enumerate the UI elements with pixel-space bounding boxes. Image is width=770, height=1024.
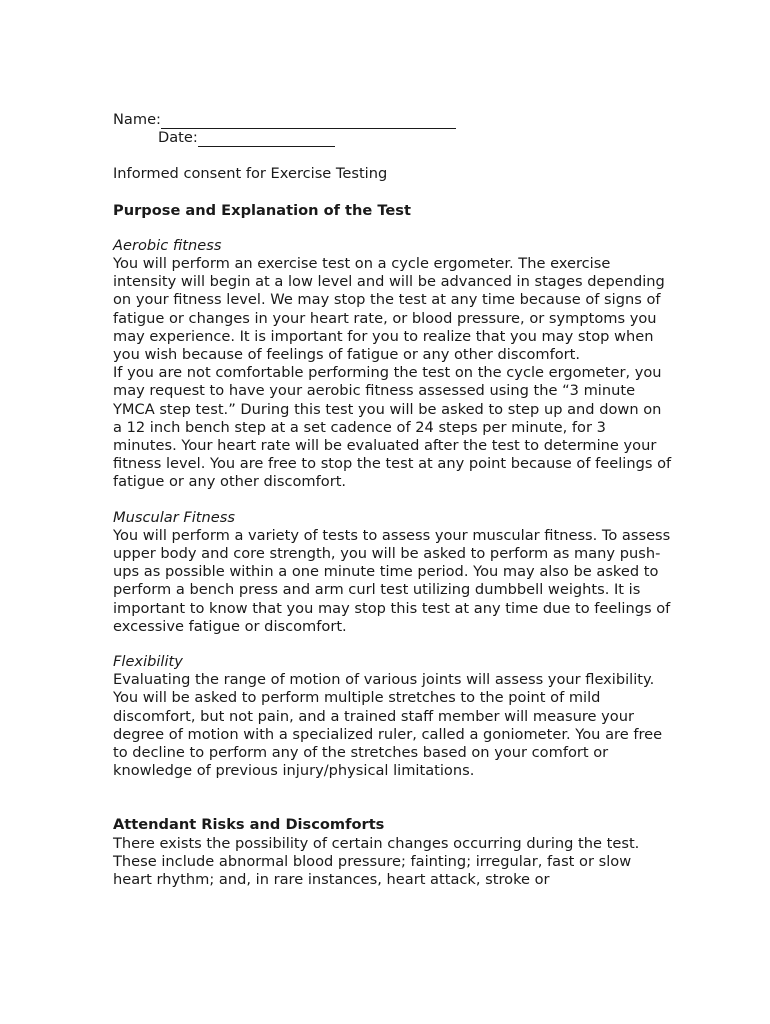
aerobic-paragraph-1: You will perform an exercise test on a cycle ergometer. The exercise intensity will begin at a low level and will be advanced in stages depending on your fitness level. We may stop the test at any time because of signs of fatigue or changes in your heart rate, or blood pressure, or symptoms you may experience. It is important for you to realize that you may stop when you wish because of feelings of fatigue or any other discomfort.	[113, 254, 665, 363]
date-input-line[interactable]	[198, 131, 335, 147]
date-field-row	[113, 129, 673, 147]
flexibility-paragraph: Evaluating the range of motion of various joints will assess your flexibility. You will be asked to perform multiple stretches to the point of mild discomfort, but not pain, and a trained staff member will measure your degree of motion with a specialized ruler, called a goniometer. You are free to decline to perform any of the stretches based on your comfort or knowledge of previous injury/physical limitations.	[113, 671, 663, 780]
aerobic-subheading: Aerobic fitness	[113, 236, 222, 254]
risks-heading: Attendant Risks and Discomforts	[113, 816, 385, 834]
purpose-heading: Purpose and Explanation of the Test	[113, 201, 411, 219]
muscular-paragraph: You will perform a variety of tests to assess your muscular fitness. To assess upper body and core strength, you will be asked to perform as many push-ups as possible within a one minute time period. You may also be asked to perform a bench press and arm curl test utilizing dumbbell weights. It is important to know that you may stop this test at any time due to feelings of excessive fatigue or discomfort.	[113, 526, 671, 635]
name-input-line[interactable]	[161, 113, 456, 129]
document-title: Informed consent for Exercise Testing	[113, 165, 388, 183]
aerobic-paragraph-2: If you are not comfortable performing the test on the cycle ergometer, you may request to have your aerobic fitness assessed using the “3 minute YMCA step test.” During this test you will be asked to step up and down on a 12 inch bench step at a set cadence of 24 steps per minute, for 3 minutes. Your heart rate will be evaluated after the test to determine your fitness level. You are free to stop the test at any point because of feelings of fatigue or any other discomfort.	[113, 364, 672, 491]
name-label: Name:	[113, 110, 161, 128]
flexibility-subheading: Flexibility	[113, 653, 183, 671]
date-label: Date:	[158, 129, 198, 147]
muscular-subheading: Muscular Fitness	[113, 508, 235, 526]
document-page	[113, 111, 673, 889]
risks-paragraph: There exists the possibility of certain changes occurring during the test. These include abnormal blood pressure; fainting; irregular, fast or slow heart rhythm; and, in rare instances, heart attack, stroke or	[113, 834, 640, 889]
name-field-row	[113, 111, 673, 129]
